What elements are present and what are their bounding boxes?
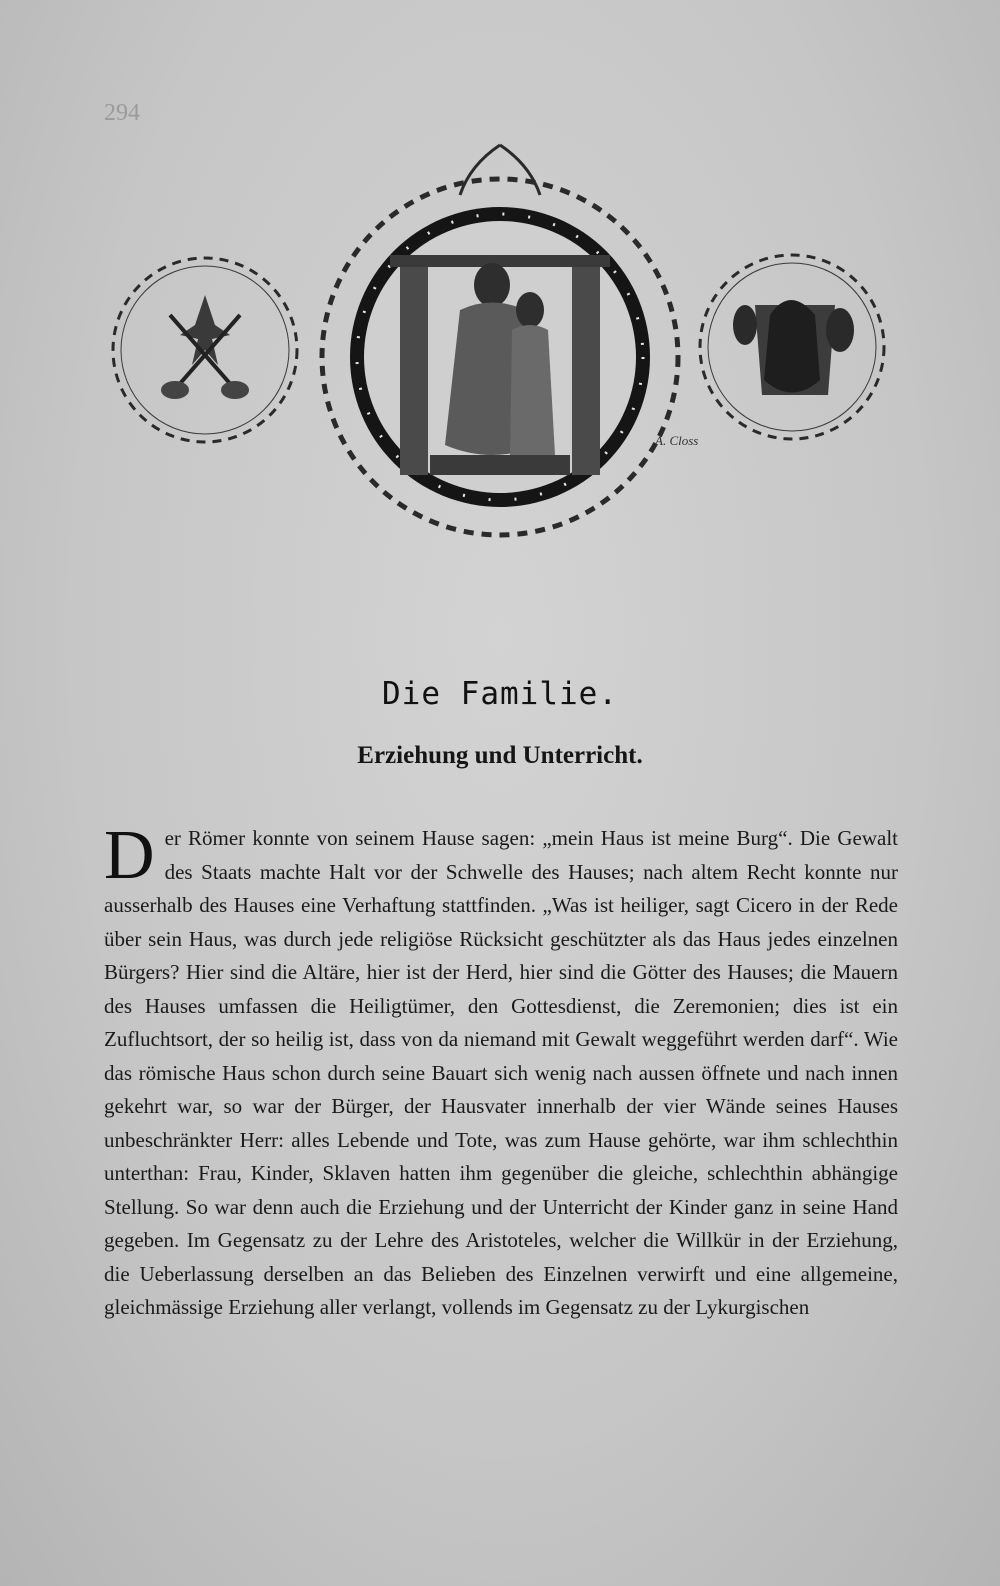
right-wreath-medallion [700,255,884,439]
artist-signature: A. Closs [655,433,699,448]
left-wreath-medallion [113,258,297,442]
paragraph-text: er Römer konnte von seinem Hause sagen: „mein Haus ist meine Burg“. Die Gewalt des Staats machte Halt vor der Schwelle des Hauses; nach altem Recht konnte nur ausserhalb des Hauses eine Verhaftung stattfinden. „Was ist heiliger, sagt Cicero in der Rede über sein Haus, was durch jede religiöse Rücksicht geschützter als das Haus jedes einzelnen Bürgers? Hier sind die Altäre, hier ist der Herd, hier sind die Götter des Hauses; die Mauern des Hauses umfassen die Heiligtümer, den Gottesdienst, die Zeremonien; dies ist ein Zufluchtsort, der so heilig ist, dass von da niemand mit Gewalt weggeführt werden darf“. Wie das römische Haus schon durch seine Bauart sich wenig nach aussen öffnete und nach innen gekehrt war, so war der Bürger, der Hausvater innerhalb der vier Wände seines Hauses unbeschränkter Herr: alles Lebende und Tote, was zum Hause gehörte, war ihm schlechthin unterthan: Frau, Kinder, Sklaven hatten ihm gegenüber die gleiche, schlechthin abhängige Stellung. So war denn auch die Erziehung und der Unterricht der Kinder ganz in seine Hand gegeben. Im Gegensatz zu der Lehre des Aristoteles, welcher die Willkür in der Erziehung, die Ueberlassung derselben an das Belieben des Einzelnen verwirft und eine allgemeine, gleichmässige Erziehung aller verlangt, vollends im Gegensatz zu der Lykurgischen [104,826,898,1319]
chapter-title: Die Familie. [382,676,618,712]
chapter-subtitle: Erziehung und Unterricht. [357,742,643,769]
engraved-vignette [100,125,900,565]
body-paragraph [104,817,898,1325]
central-medallion [322,145,678,535]
drop-capital: D [104,817,155,894]
page-number: 294 [104,100,140,126]
